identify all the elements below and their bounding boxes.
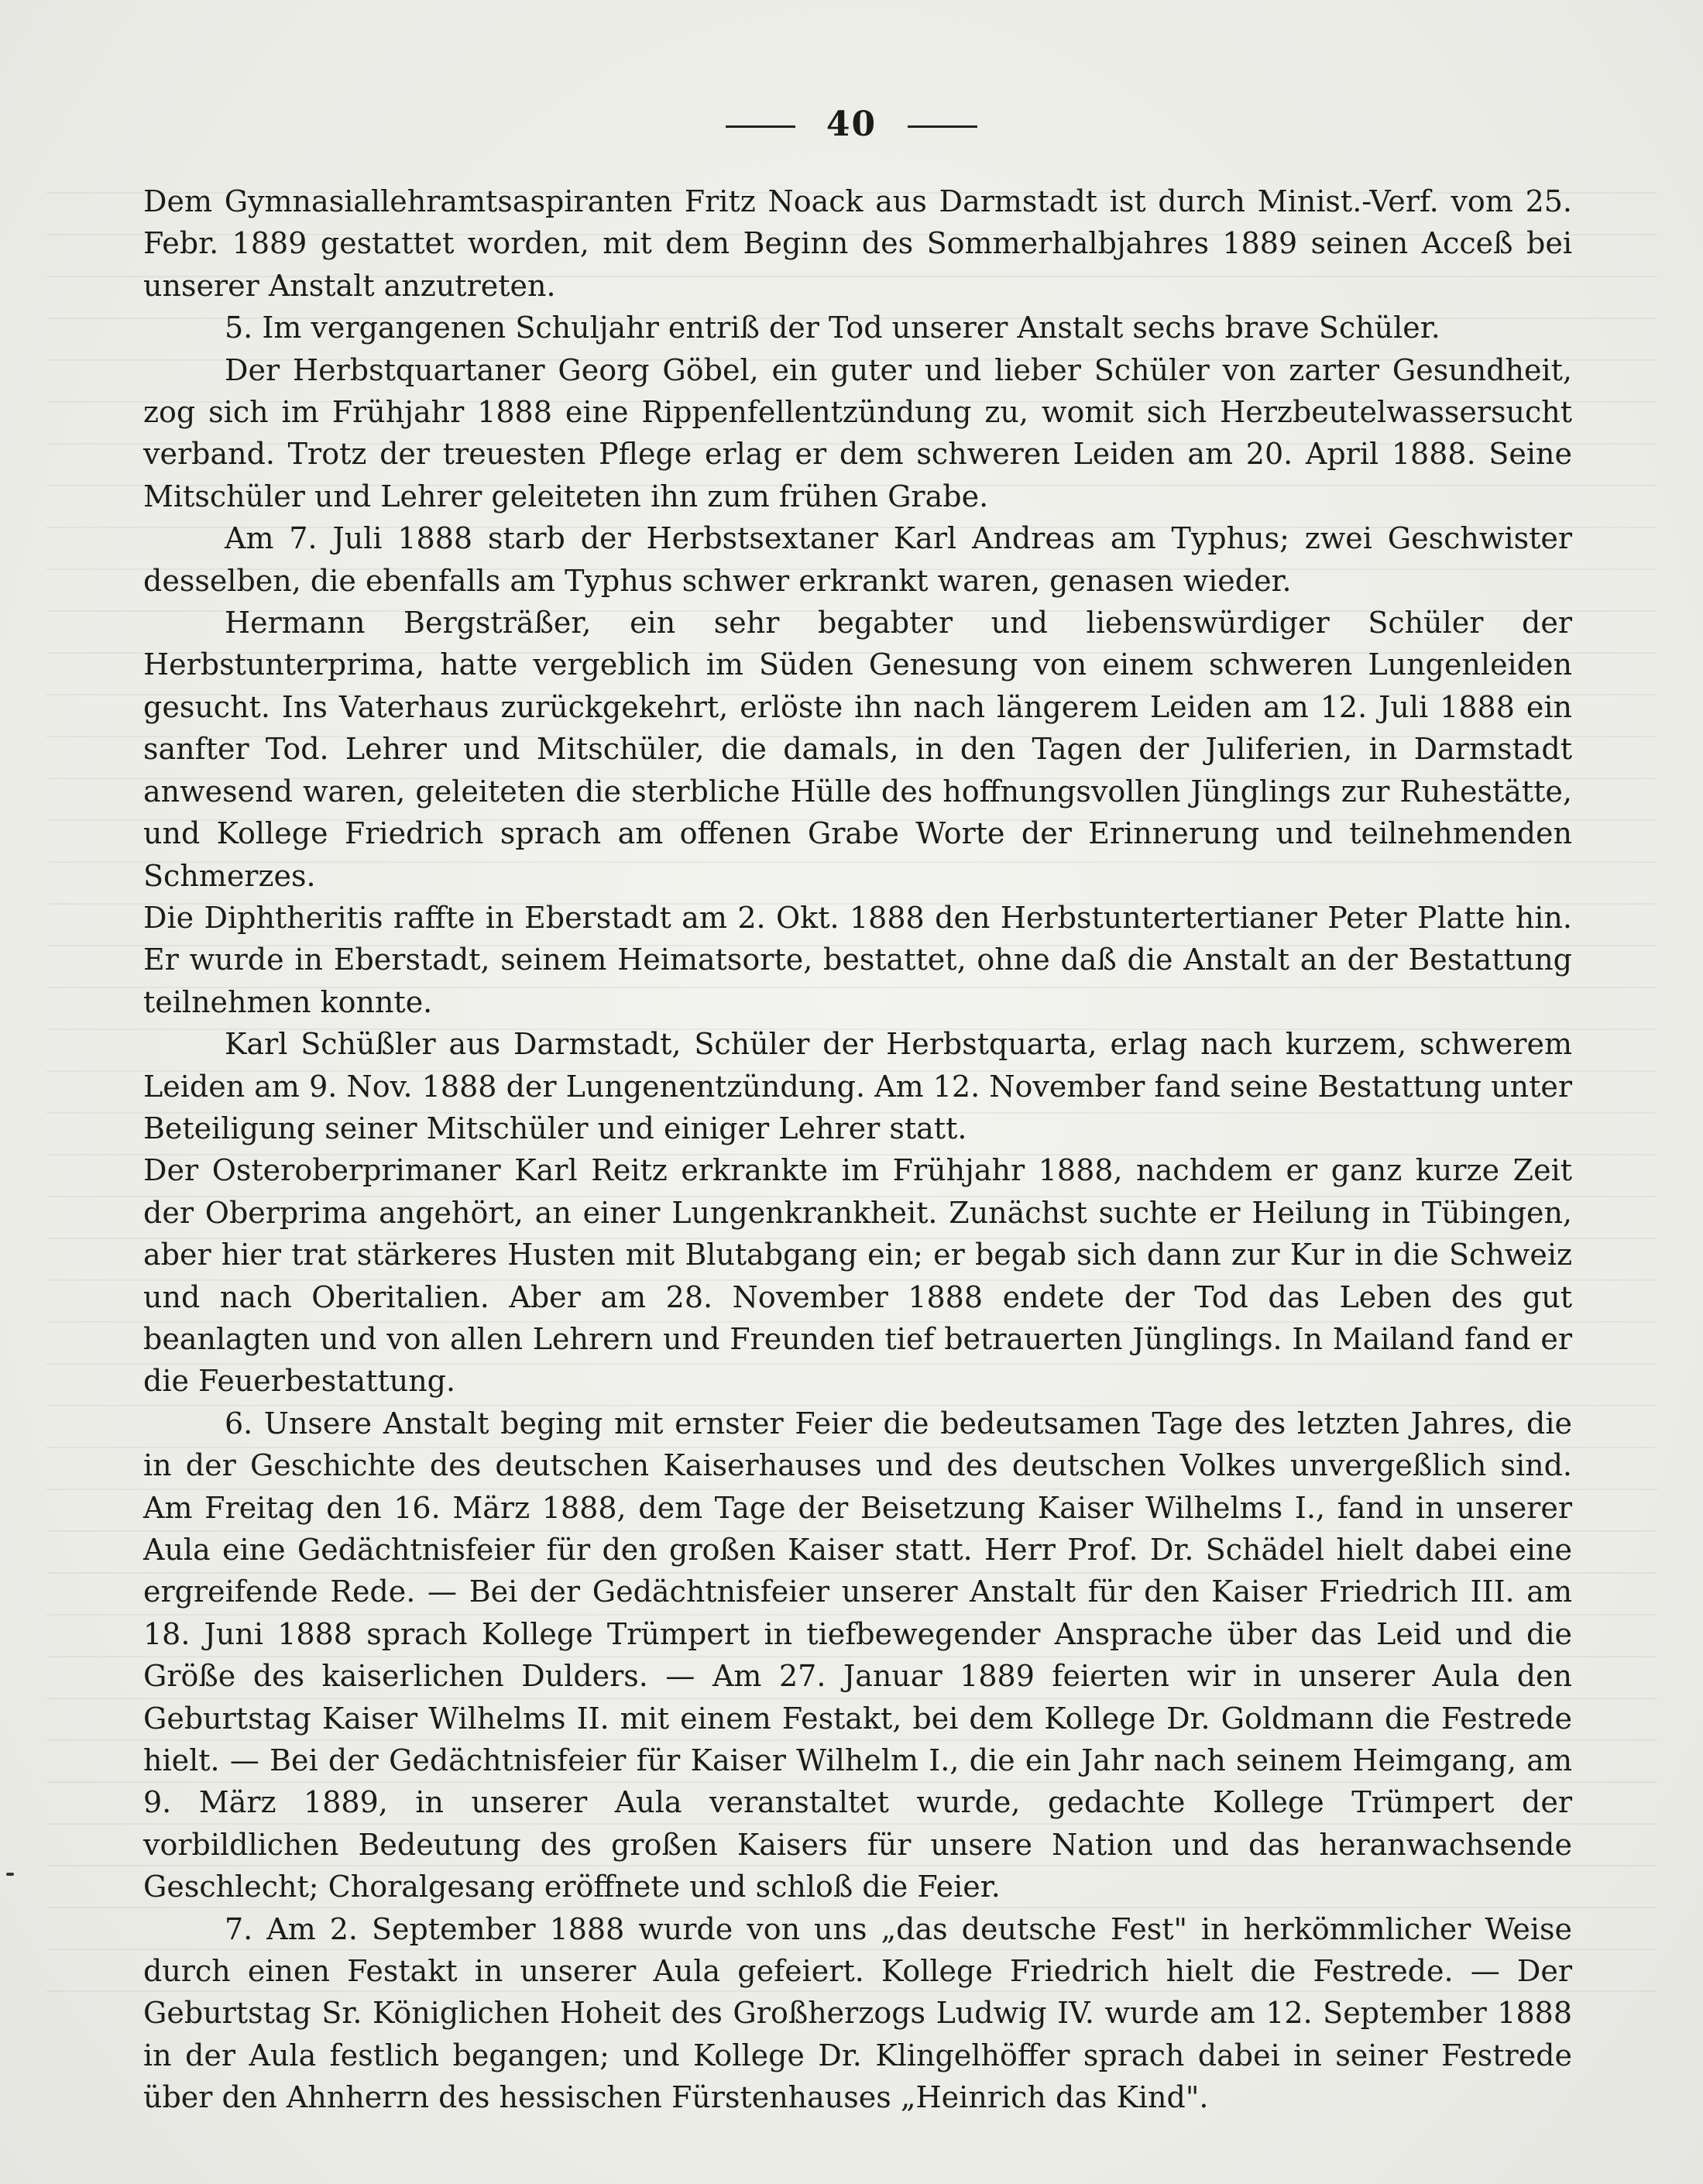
paragraph-section-5: 5. Im vergangenen Schuljahr entriß der Tod unserer Anstalt sechs brave Schüler. [225,311,1440,345]
body-text [143,180,1572,2119]
paragraph-section-7: 7. Am 2. September 1888 wurde von uns „das deutsche Fest" in herkömmlicher Weise durch einen Festakt in unserer Aula gefeiert. Kollege Friedrich hielt die Festrede. — Der Geburtstag Sr. Königlichen Hoheit des Großherzogs Ludwig IV. wurde am 12. September 1888 in der Aula festlich begangen; und Kollege Dr. Klingelhöffer sprach dabei in seiner Festrede über den Ahnherrn des hessischen Fürstenhauses „Heinrich das Kind". [143,1911,1572,2115]
page-number [0,105,1703,144]
paragraph-goebel: Der Herbstquartaner Georg Göbel, ein guter und lieber Schüler von zarter Gesundheit, zog sich im Frühjahr 1888 eine Rippenfellentzündung zu, womit sich Herzbeutelwassersucht verband. Trotz der treuesten Pflege erlag er dem schweren Leiden am 20. April 1888. Seine Mitschüler und Lehrer geleiteten ihn zum frühen Grabe. [143,352,1572,513]
paragraph-reitz: Der Osteroberprimaner Karl Reitz erkrankte im Frühjahr 1888, nachdem er ganz kurze Zeit der Oberprima angehört, an einer Lungenkrankheit. Zunächst suchte er Heilung in Tübingen, aber hier trat stärkeres Husten mit Blutabgang ein; er begab sich dann zur Kur in die Schweiz und nach Oberitalien. Aber am 28. November 1888 endete der Tod das Leben des gut beanlagten und von allen Lehrern und Freunden tief betrauerten Jünglings. In Mailand fand er die Feuerbestattung. [143,1153,1572,1399]
margin-speck [6,1873,14,1876]
page-number-text: 40 [826,105,877,144]
paragraph-section-6: 6. Unsere Anstalt beging mit ernster Feier die bedeutsamen Tage des letzten Jahres, die in der Geschichte des deutschen Kaiserhauses und des deutschen Volkes unvergeßlich sind. Am Freitag den 16. März 1888, dem Tage der Beisetzung Kaiser Wilhelms I., fand in unserer Aula eine Gedächtnisfeier für den großen Kaiser statt. Herr Prof. Dr. Schädel hielt dabei eine ergreifende Rede. — Bei der Gedächtnisfeier unserer Anstalt für den Kaiser Friedrich III. am 18. Juni 1888 sprach Kollege Trümpert in tiefbewegender Ansprache über das Leid und die Größe des kaiserlichen Dulders. — Am 27. Januar 1889 feierten wir in unserer Aula den Geburtstag Kaiser Wilhelms II. mit einem Festakt, bei dem Kollege Dr. Goldmann die Festrede hielt. — Bei der Gedächtnisfeier für Kaiser Wilhelm I., die ein Jahr nach seinem Heimgang, am 9. März 1889, in unserer Aula veranstaltet wurde, gedachte Kollege Trümpert der vorbildlichen Bedeutung des großen Kaisers für unsere Nation und das heranwachsende Geschlecht; Choralgesang eröffnete und schloß die Feier. [143,1406,1572,1904]
paragraph-noack: Dem Gymnasiallehramtsaspiranten Fritz Noack aus Darmstadt ist durch Minist.-Verf. vom 25. Febr. 1889 gestattet worden, mit dem Beginn des Sommerhalbjahres 1889 seinen Acceß bei unserer Anstalt anzutreten. [143,184,1572,303]
page-number-rule-left [726,125,795,128]
page-number-rule-right [908,125,977,128]
paragraph-bergstraesser: Hermann Bergsträßer, ein sehr begabter und liebenswürdiger Schüler der Herbstunterprima, hatte vergeblich im Süden Genesung von einem schweren Lungenleiden gesucht. Ins Vaterhaus zurückgekehrt, erlöste ihn nach längerem Leiden am 12. Juli 1888 ein sanfter Tod. Lehrer und Mitschüler, die damals, in den Tagen der Juliferien, in Darmstadt anwesend waren, geleiteten die sterbliche Hülle des hoffnungsvollen Jünglings zur Ruhestätte, und Kollege Friedrich sprach am offenen Grabe Worte der Erinnerung und teilnehmenden Schmerzes. [143,606,1572,893]
paragraph-schuessler: Karl Schüßler aus Darmstadt, Schüler der Herbstquarta, erlag nach kurzem, schwerem Leiden am 9. Nov. 1888 der Lungenentzündung. Am 12. November fand seine Bestattung unter Beteiligung seiner Mitschüler und einiger Lehrer statt. [143,1027,1572,1145]
paragraph-andreas: Am 7. Juli 1888 starb der Herbstsextaner Karl Andreas am Typhus; zwei Geschwister desselben, die ebenfalls am Typhus schwer erkrankt waren, genasen wieder. [143,521,1572,598]
paragraph-platte: Die Diphtheritis raffte in Eberstadt am 2. Okt. 1888 den Herbstuntertertianer Peter Platte hin. Er wurde in Eberstadt, seinem Heimatsorte, bestattet, ohne daß die Anstalt an der Bestattung teilnehmen konnte. [143,900,1572,1019]
